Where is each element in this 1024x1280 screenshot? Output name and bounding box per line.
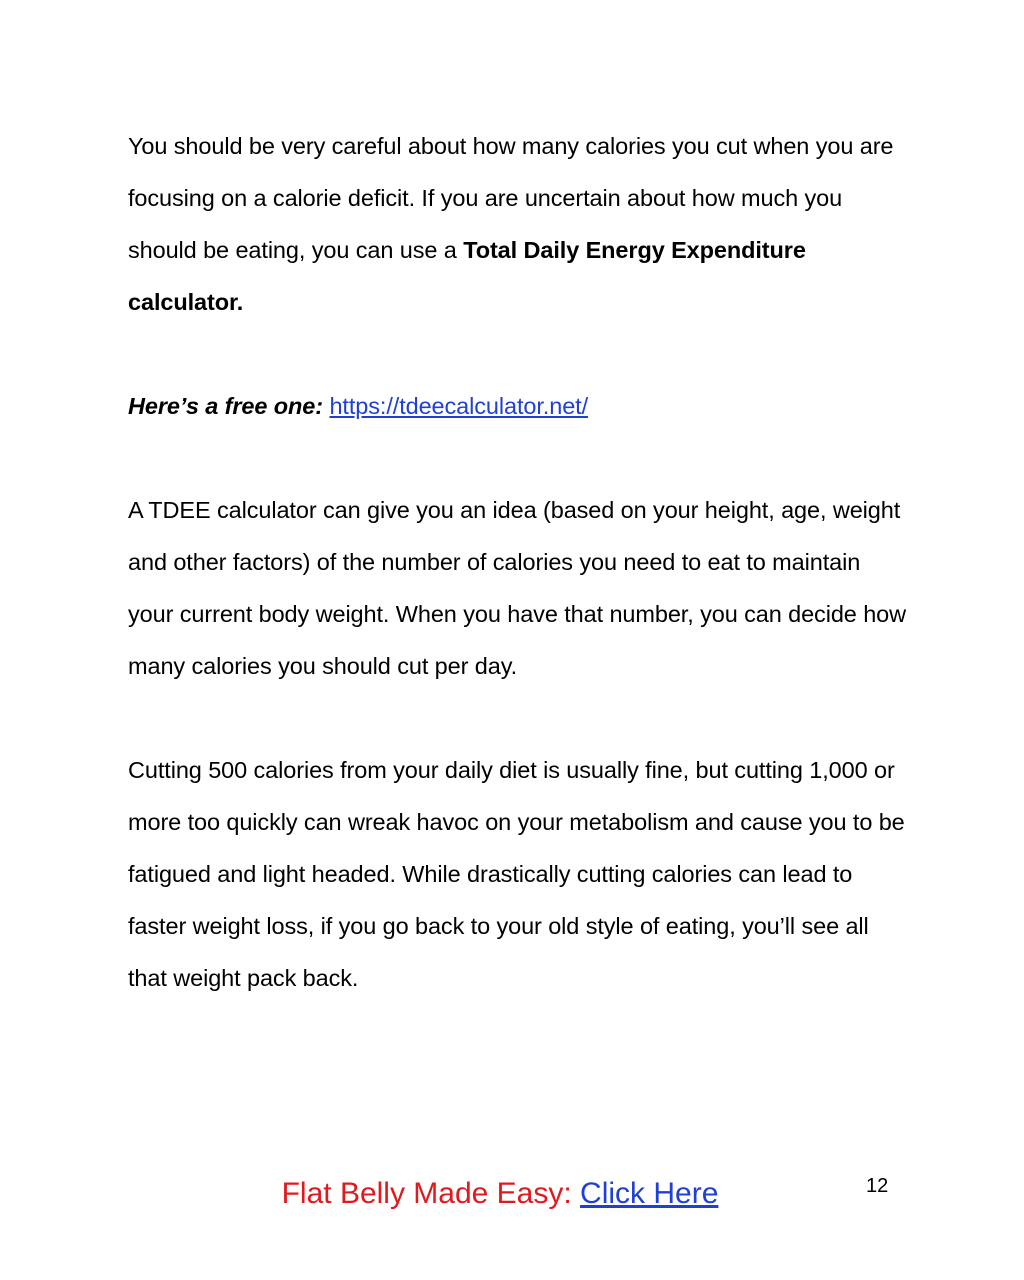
footer-label: Flat Belly Made Easy: xyxy=(281,1177,581,1210)
body-text xyxy=(128,120,908,1004)
paragraph-spacer xyxy=(128,432,908,484)
tdee-calculator-link[interactable]: https://tdeecalculator.net/ xyxy=(329,393,589,419)
paragraph-spacer xyxy=(128,692,908,744)
free-calculator-line xyxy=(128,380,908,432)
paragraph-calorie-caution-text: You should be very careful about how many calories you cut when you are focusing on a calorie deficit. If you are uncertain about how much you should be eating, you can use a xyxy=(128,133,894,263)
tdee-calculator-term: Total Daily Energy Expenditure calculator. xyxy=(128,237,806,315)
click-here-link[interactable]: Click Here xyxy=(580,1177,719,1210)
page-number: 12 xyxy=(866,1175,889,1197)
footer-promo xyxy=(0,1168,1000,1220)
free-calculator-label: Here’s a free one: xyxy=(128,393,324,419)
paragraph-calorie-caution xyxy=(128,120,908,328)
paragraph-tdee-explanation: A TDEE calculator can give you an idea (based on your height, age, weight and other factors) of the number of calories you need to eat to maintain your current body weight. When you have that number, you can decide how many calories you should cut per day. xyxy=(128,497,907,679)
paragraph-cutting-calories: Cutting 500 calories from your daily diet is usually fine, but cutting 1,000 or more too quickly can wreak havoc on your metabolism and cause you to be fatigued and light headed. While drastically cutting calories can lead to faster weight loss, if you go back to your old style of eating, you’ll see all that weight pack back. xyxy=(128,757,905,991)
paragraph-spacer xyxy=(128,328,908,380)
